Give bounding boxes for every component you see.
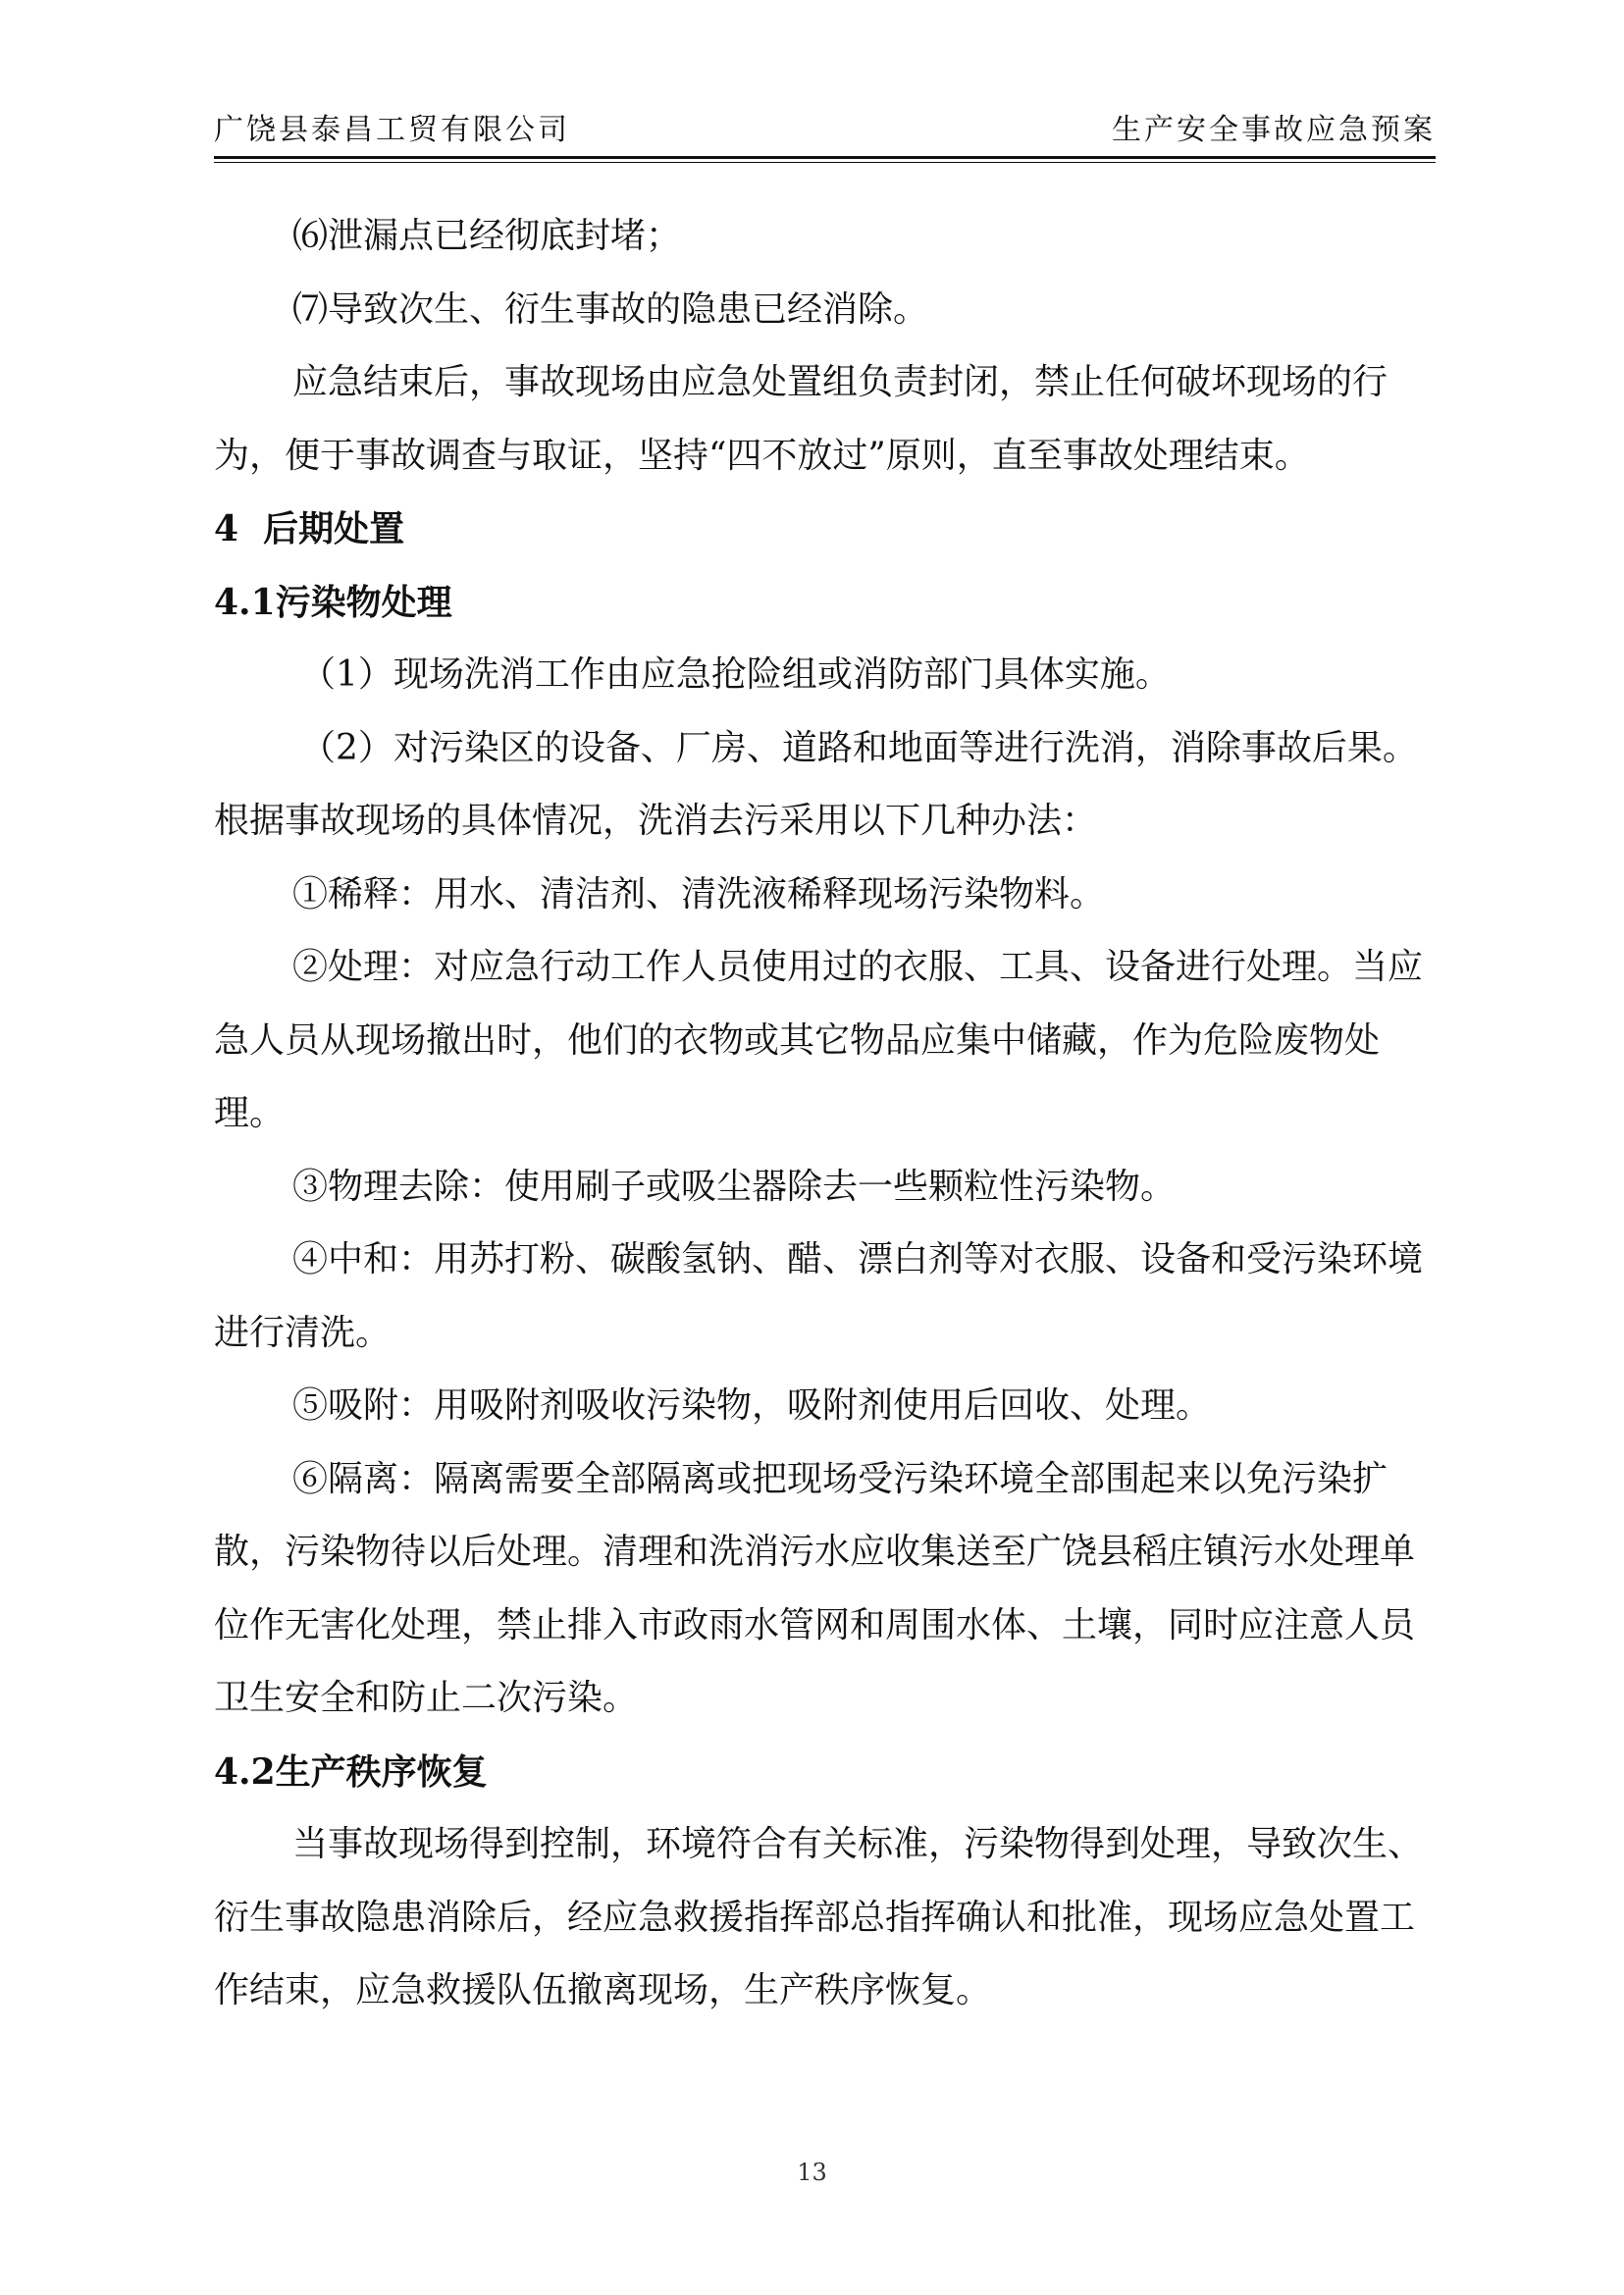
paragraph-condition-7: ⑺导致次生、衍生事故的隐患已经消除。 [292, 288, 929, 330]
page-number: 13 [797, 2159, 827, 2186]
paragraph-condition-6: ⑹泄漏点已经彻底封堵； [292, 216, 682, 256]
header-document-title: 生产安全事故应急预案 [1112, 113, 1436, 147]
header-company-name: 广饶县泰昌工贸有限公司 [214, 113, 570, 147]
page-header [214, 106, 1436, 155]
paragraph-dilution: ①稀释：用水、清洁剂、清洗液稀释现场污染物料。 [292, 873, 1106, 914]
paragraph-production-recovery: 当事故现场得到控制，环境符合有关标准，污染物得到处理，导致次生、衍生事故隐患消除后，经应急救援指挥部总指挥确认和批准，现场应急处置工作结束，应急救援队伍撤离现场，生产秩序恢复。 [214, 1824, 1424, 2010]
header-rule-thick [214, 156, 1436, 159]
paragraph-adsorption: ⑤吸附：用吸附剂吸收污染物，吸附剂使用后回收、处理。 [292, 1385, 1212, 1426]
section-heading-4-2: 4.2生产秩序恢复 [214, 1750, 488, 1793]
document-body [214, 200, 1436, 2028]
paragraph-physical-removal: ③物理去除：使用刷子或吸尘器除去一些颗粒性污染物。 [292, 1166, 1177, 1207]
paragraph-item-2: （2）对污染区的设备、厂房、道路和地面等进行洗消，消除事故后果。根据事故现场的具体情况，洗消去污采用以下几种办法： [214, 727, 1418, 841]
paragraph-item-1: （1）现场洗消工作由应急抢险组或消防部门具体实施。 [300, 654, 1171, 695]
header-rule-thin [214, 162, 1436, 163]
paragraph-neutralization: ④中和：用苏打粉、碳酸氢钠、醋、漂白剂等对衣服、设备和受污染环境进行清洗。 [214, 1239, 1424, 1353]
section-heading-4: 4 后期处置 [214, 508, 405, 549]
paragraph-emergency-end: 应急结束后，事故现场由应急处置组负责封闭，禁止任何破坏现场的行为，便于事故调查与取证，坚持“四不放过”原则，直至事故处理结束。 [214, 362, 1388, 476]
paragraph-treatment: ②处理：对应急行动工作人员使用过的衣服、工具、设备进行处理。当应急人员从现场撤出时，他们的衣物或其它物品应集中储藏，作为危险废物处理。 [214, 947, 1424, 1133]
section-heading-4-1: 4.1污染物处理 [214, 581, 452, 623]
paragraph-isolation: ⑥隔离：隔离需要全部隔离或把现场受污染环境全部围起来以免污染扩散，污染物待以后处理。清理和洗消污水应收集送至广饶县稻庄镇污水处理单位作无害化处理，禁止排入市政雨水管网和周围水体、土壤，同时应注意人员卫生安全和防止二次污染。 [214, 1458, 1416, 1718]
